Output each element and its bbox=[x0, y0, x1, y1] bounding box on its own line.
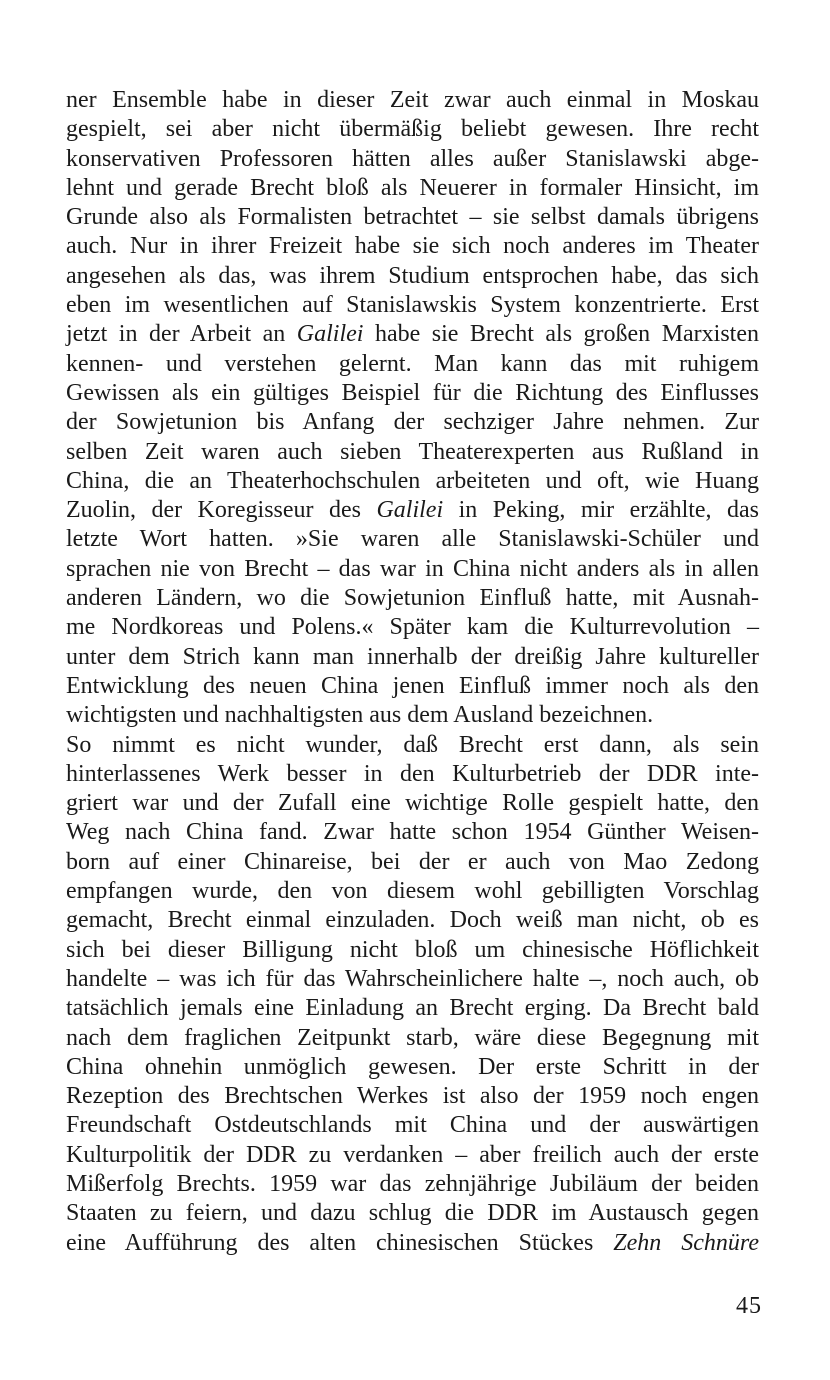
text-segment: lehnt und gerade Brecht bloß als Neuerer in formaler Hinsicht, im bbox=[66, 174, 759, 201]
text-line bbox=[66, 203, 759, 232]
text-segment: anderen Ländern, wo die Sowjetunion Einfluß hatte, mit Ausnah- bbox=[66, 585, 759, 612]
text-line bbox=[66, 174, 759, 203]
text-line bbox=[66, 291, 759, 320]
text-line bbox=[66, 320, 759, 349]
text-segment: gemacht, Brecht einmal einzuladen. Doch weiß man nicht, ob es bbox=[66, 907, 759, 934]
text-segment: gespielt, sei aber nicht übermäßig beliebt gewesen. Ihre recht bbox=[66, 116, 759, 143]
text-segment: griert war und der Zufall eine wichtige Rolle gespielt hatte, den bbox=[66, 790, 759, 817]
text-segment: kennen- und verstehen gelernt. Man kann das mit ruhigem bbox=[66, 350, 759, 377]
text-segment: in Peking, mir erzählte, das bbox=[443, 497, 760, 524]
text-segment: sprachen nie von Brecht – das war in China nicht anders als in allen bbox=[66, 555, 759, 582]
text-line bbox=[66, 936, 759, 965]
text-line bbox=[66, 1170, 759, 1199]
text-line bbox=[66, 525, 759, 554]
text-line bbox=[66, 350, 759, 379]
text-line bbox=[66, 438, 759, 467]
text-segment: jetzt in der Arbeit an bbox=[66, 321, 297, 348]
text-segment: unter dem Strich kann man innerhalb der dreißig Jahre kultureller bbox=[66, 643, 759, 670]
text-segment: Kulturpolitik der DDR zu verdanken – aber freilich auch der erste bbox=[66, 1141, 759, 1168]
text-line bbox=[66, 1024, 759, 1053]
text-segment: Zuolin, der Koregisseur des bbox=[66, 497, 377, 524]
text-segment: Staaten zu feiern, und dazu schlug die DDR im Austausch gegen bbox=[66, 1200, 759, 1227]
italic-title: Galilei bbox=[296, 321, 364, 348]
text-line bbox=[66, 877, 759, 906]
text-segment: nach dem fraglichen Zeitpunkt starb, wäre diese Begegnung mit bbox=[66, 1024, 759, 1051]
text-line bbox=[66, 906, 759, 935]
italic-title: Zehn Schnüre bbox=[613, 1229, 759, 1256]
text-line bbox=[66, 555, 759, 584]
text-segment: der Sowjetunion bis Anfang der sechziger Jahre nehmen. Zur bbox=[66, 409, 759, 436]
text-line bbox=[66, 115, 759, 144]
text-line bbox=[66, 965, 759, 994]
text-line bbox=[66, 1229, 759, 1258]
text-segment: eine Aufführung des alten chinesischen Stückes bbox=[66, 1229, 614, 1256]
text-line bbox=[66, 379, 759, 408]
text-line bbox=[66, 848, 759, 877]
text-line bbox=[66, 789, 759, 818]
text-segment: Grunde also als Formalisten betrachtet – sie selbst damals übrigens bbox=[66, 204, 759, 231]
text-segment: China, die an Theaterhochschulen arbeiteten und oft, wie Huang bbox=[66, 467, 759, 494]
text-segment: handelte – was ich für das Wahrscheinlichere halte –, noch auch, ob bbox=[66, 965, 759, 992]
text-segment: tatsächlich jemals eine Einladung an Brecht erging. Da Brecht bald bbox=[66, 995, 759, 1022]
text-line bbox=[66, 232, 759, 261]
text-line bbox=[66, 731, 759, 760]
text-segment: China ohnehin unmöglich gewesen. Der erste Schritt in der bbox=[66, 1053, 759, 1080]
page-number: 45 bbox=[736, 1293, 762, 1319]
italic-title: Galilei bbox=[376, 497, 444, 524]
text-segment: wichtigsten und nachhaltigsten aus dem Ausland bezeichnen. bbox=[66, 702, 654, 729]
text-segment: angesehen als das, was ihrem Studium entsprochen habe, das sich bbox=[66, 262, 759, 289]
text-line bbox=[66, 496, 759, 525]
text-line bbox=[66, 643, 759, 672]
text-segment: ner Ensemble habe in dieser Zeit zwar auch einmal in Moskau bbox=[66, 87, 759, 113]
text-segment: sich bei dieser Billigung nicht bloß um chinesische Höflichkeit bbox=[66, 936, 759, 963]
text-segment: Mißerfolg Brechts. 1959 war das zehnjährige Jubiläum der beiden bbox=[66, 1170, 759, 1197]
text-line bbox=[66, 760, 759, 789]
body-text bbox=[66, 86, 759, 1258]
text-segment: empfangen wurde, den von diesem wohl gebilligten Vorschlag bbox=[66, 878, 759, 905]
text-line bbox=[66, 467, 759, 496]
text-segment: eben im wesentlichen auf Stanislawskis System konzentrierte. Erst bbox=[66, 292, 759, 319]
text-line bbox=[66, 86, 759, 115]
text-line bbox=[66, 1141, 759, 1170]
text-segment: selben Zeit waren auch sieben Theaterexperten aus Rußland in bbox=[66, 438, 759, 465]
text-line bbox=[66, 408, 759, 437]
text-line bbox=[66, 1111, 759, 1140]
text-line bbox=[66, 701, 759, 730]
text-line bbox=[66, 1199, 759, 1228]
text-line bbox=[66, 818, 759, 847]
text-line bbox=[66, 1082, 759, 1111]
text-segment: born auf einer Chinareise, bei der er auch von Mao Zedong bbox=[66, 848, 759, 875]
text-line bbox=[66, 1053, 759, 1082]
text-line bbox=[66, 994, 759, 1023]
text-segment: Weg nach China fand. Zwar hatte schon 1954 Günther Weisen- bbox=[66, 819, 759, 846]
text-segment: me Nordkoreas und Polens.« Später kam die Kulturrevolution – bbox=[66, 614, 759, 641]
text-segment: Rezeption des Brechtschen Werkes ist also der 1959 noch engen bbox=[66, 1083, 759, 1110]
text-line bbox=[66, 672, 759, 701]
text-segment: letzte Wort hatten. »Sie waren alle Stanislawski-Schüler und bbox=[66, 526, 759, 553]
text-line bbox=[66, 584, 759, 613]
text-line bbox=[66, 262, 759, 291]
text-segment: hinterlassenes Werk besser in den Kulturbetrieb der DDR inte- bbox=[66, 760, 759, 787]
text-segment: Entwicklung des neuen China jenen Einfluß immer noch als den bbox=[66, 672, 759, 699]
text-segment: konservativen Professoren hätten alles außer Stanislawski abge- bbox=[66, 145, 759, 172]
text-segment: habe sie Brecht als großen Marxisten bbox=[363, 321, 760, 348]
text-line bbox=[66, 145, 759, 174]
text-segment: auch. Nur in ihrer Freizeit habe sie sich noch anderes im Theater bbox=[66, 233, 759, 260]
text-line bbox=[66, 613, 759, 642]
text-segment: So nimmt es nicht wunder, daß Brecht erst dann, als sein bbox=[66, 731, 759, 758]
text-segment: Freundschaft Ostdeutschlands mit China und der auswärtigen bbox=[66, 1112, 759, 1139]
text-segment: Gewissen als ein gültiges Beispiel für die Richtung des Einflusses bbox=[66, 379, 759, 406]
